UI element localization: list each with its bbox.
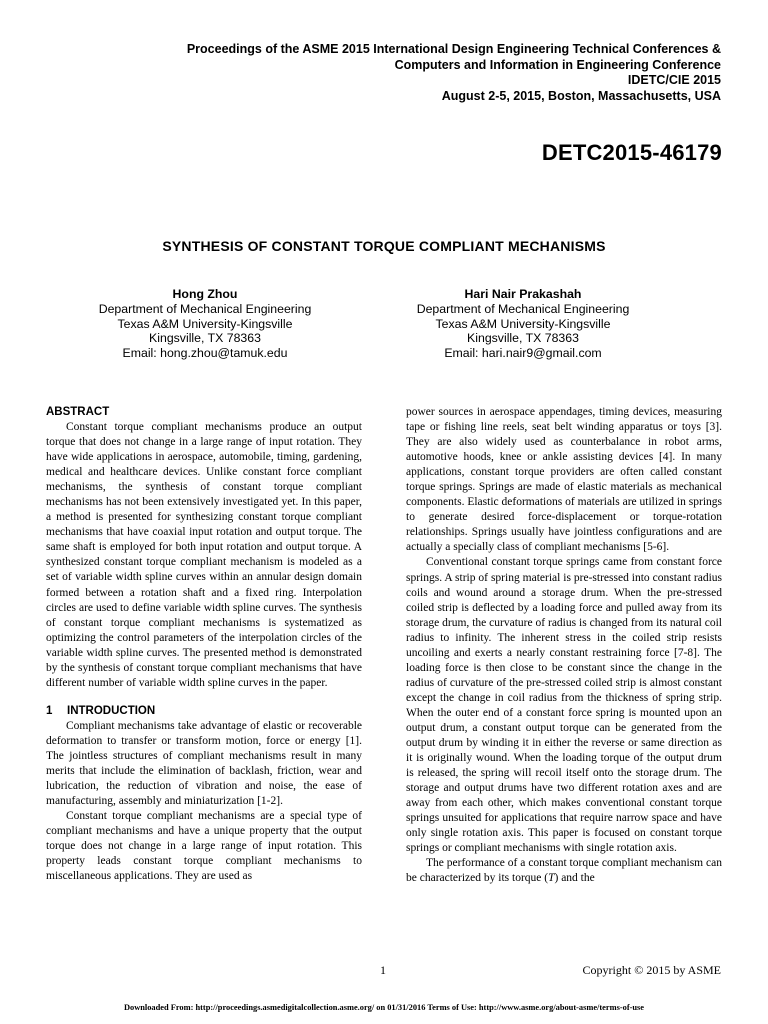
author-name: Hari Nair Prakashah [464,287,582,301]
download-notice: Downloaded From: http://proceedings.asmedigitalcollection.asme.org/ on 01/31/2016 Terms of Use: http://www.asme.org/about-asme/terms-of-use [123,1003,645,1012]
right-column [406,405,722,887]
left-column [46,405,362,884]
copyright-notice: Copyright © 2015 by ASME [582,963,721,977]
author-city: Kingsville, TX 78363 [467,331,579,346]
introduction-paragraph-1: Compliant mechanisms take advantage of elastic or recoverable deformation to transfer or transform motion, force or energy [1]. The jointless structures of compliant mechanisms result in many merits that include the elimination of backlash, friction, wear and lubrication, the reduction of vibration and noise, the ease of manufacturing, assembly and miniaturization [1-2]. [46,719,362,808]
conference-acronym: IDETC/CIE 2015 [627,73,721,87]
author-city: Kingsville, TX 78363 [149,331,261,346]
torque-symbol: T [548,872,555,885]
conference-date-location: August 2-5, 2015, Boston, Massachusetts, USA [441,88,721,103]
author-department: Department of Mechanical Engineering [416,301,630,316]
section-title: INTRODUCTION [67,704,156,717]
conference-subtitle-line: Computers and Information in Engineering Conference [394,57,721,72]
author-university: Texas A&M University-Kingsville [117,316,293,331]
author-university: Texas A&M University-Kingsville [435,316,611,331]
author-email: Email: hari.nair9@gmail.com [444,346,602,361]
introduction-heading [46,704,362,719]
performance-text-start: The performance of a constant torque compliant mechanism can be characterized by its torque ( [406,857,722,885]
author-block-1 [55,287,355,361]
abstract-paragraph: Constant torque compliant mechanisms produce an output torque that does not change in a large range of input rotation. They have wide applications in aerospace, automobile, timing, gardening, medical and healthcare devices. Unlike constant force compliant mechanisms, the synthesis of constant torque compliant mechanisms has not been extensively investigated yet. In this paper, a method is presented for synthesizing constant torque compliant mechanisms that have coaxial input rotation and output torque. The same shaft is employed for both input rotation and output torque. A synthesized constant torque compliant mechanism is modeled as a set of variable width spline curves within an annular design domain formed between a rotation shaft and a fixed ring. Interpolation circles are used to define variable width spline curves. The synthesis of constant torque compliant mechanisms is systematized as optimizing the control parameters of the interpolation circles of the variable width spline curves. The presented method is demonstrated by the synthesis of constant torque compliant mechanisms that have different number of variable width spline curves in the paper. [46,421,362,689]
author-department: Department of Mechanical Engineering [98,301,312,316]
paper-id: DETC2015-46179 [541,140,722,165]
body-paragraph-constant-force-springs: Conventional constant torque springs came from constant force springs. A strip of spring material is pre-stressed into constant radius coils and wound around a storage drum. When the pre-stressed coiled strip is deflected by a loading force and pulled away from its storage drum, the curvature of radius is changed from its natural coil radius to infinity. The inherent stress in the coiled strip resists uncoiling and exerts a nearly constant restraining force [7-8]. The loading force is then close to be constant since the change in the radius of curvature of the pre-stressed coiled strip is almost constant except the change in coil radius from the thickness of spring strip. When the outer end of a constant force spring is mounted upon an output drum, a constant output torque can be generated from the output drum by winding it in either the reverse or same direction as it is originally wound. When the loading torque of the output drum is released, the spring will recoil itself onto the storage drum. The storage and output drums have two different rotation axes and are away from each other, which makes conventional constant torque springs unsuited for applications that require narrow space and have only single rotation axis. This paper is focused on constant torque springs or compliant mechanisms with single rotation axis. [406,556,722,855]
author-email: Email: hong.zhou@tamuk.edu [122,346,288,361]
paper-title: SYNTHESIS OF CONSTANT TORQUE COMPLIANT MECHANISMS [162,238,606,254]
introduction-paragraph-2: Constant torque compliant mechanisms are a special type of compliant mechanisms and have a unique property that the output torque does not change in a large range of input rotation. This property leads constant torque compliant mechanisms to miscellaneous applications. They are used as [46,810,362,883]
conference-name-line: Proceedings of the ASME 2015 International Design Engineering Technical Conferences & [186,42,721,56]
section-number: 1 [46,704,53,717]
conference-header [101,42,721,104]
abstract-heading: ABSTRACT [46,406,110,418]
body-paragraph-performance [406,856,722,886]
body-paragraph-continued: power sources in aerospace appendages, timing devices, measuring tape or fishing line reels, seat belt winding apparatus or toys [3]. They are also widely used as counterbalance in robot arms, automotive hoods, knee or ankle assisting devices [4]. In many applications, constant torque providers are often called constant torque springs. Springs are made of elastic materials as mechanical components. Elastic deformations of materials are utilized in springs to generate desired force-displacement or torque-rotation relationships. Springs usually have jointless configurations and are actually a specially class of compliant mechanisms [5-6]. [406,406,722,554]
author-name: Hong Zhou [172,287,238,301]
page-number: 1 [380,963,386,977]
author-block-2 [373,287,673,361]
performance-text-end: ) and the [554,872,595,885]
